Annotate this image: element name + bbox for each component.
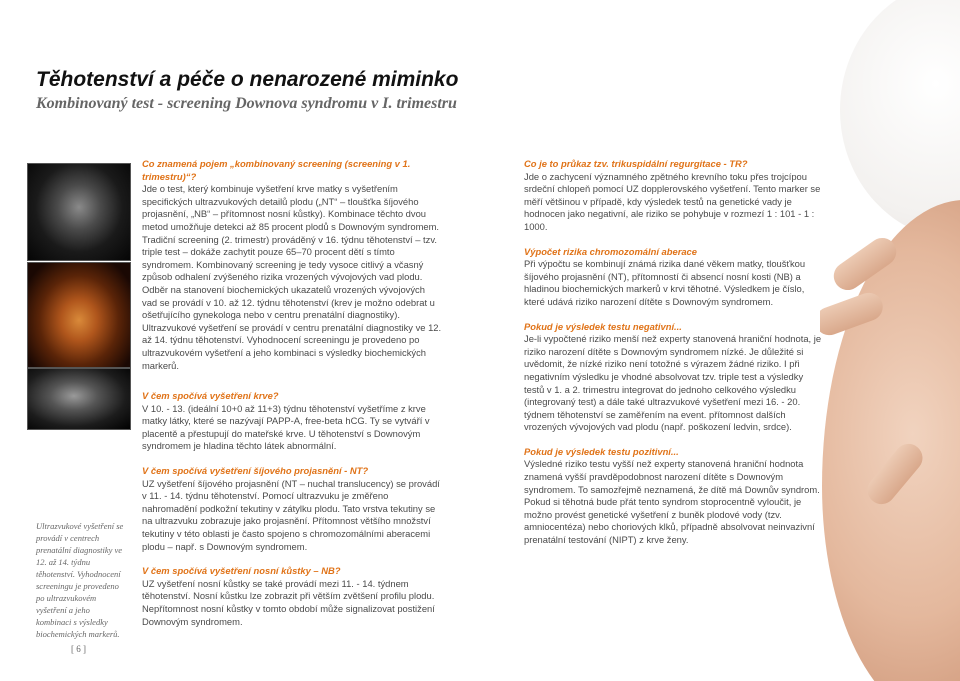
section-body: V 10. - 13. (ideální 10+0 až 11+3) týdnu těhotenství vyšetříme z krve matky látky, které se nazývají PAPP-A, free-beta hCG. Ty se vytváří v placentě a přestupují do mateřské krve. U těhotenství s Downovým syndromem je hladina těchto látek abnormální. <box>142 402 430 452</box>
section-body: Jde o test, který kombinuje vyšetření krve matky s vyšetřením specifických ultrazvukových detailů plodu („NT“ – tloušťka šíjového projasnění, „NB“ – přítomnost nosní kůstky). Kombinace těchto dvou metod umožňuje detekci až 85 procent plodů s Downovým syndromem. Tradiční screening (2. trimestr) prováděný v 16. týdnu těhotenství – tzv. triple test – dokáže zachytit pouze 65–70 procent dětí s tímto syndromem. Kombinovaný screening je tedy vysoce citlivý a včasný způsob odhalení zvýšeného rizika vrozených vývojových vad plodu. Odběr na stanovení biochemických ukazatelů vrozených vývojových vad se provádí v 10. až 12. týdnu těhotenství (krev je možno odebrat u ošetřujícího gynekologa nebo v centru prenatální diagnostiky). Ultrazvukové vyšetření se provádí v centru prenatální diagnostiky ve 12. až 14. týdnu těhotenství. Vyhodnocení screeningu je provedeno po ultrazvukovém vyšetření a jeho kombinaci s výsledky biochemických markerů. <box>142 183 442 371</box>
section-body: Je-li vypočtené riziko menší než experty stanovená hraniční hodnota, je riziko narození dítěte s Downovým syndromem nízké. Je důležité si uvědomit, že nízké riziko není totožné s výrazem žádné riziko. I při negativním výsledku je vhodné absolvovat tzv. triple test a výsledky testů v 1. a 2. trimestru integrovat do jednoho celkového výsledku (integrovaný test) a dále také ultrazvukové vyšetření mezi 16. - 20. týdnem těhotenství se zaměřením na event. přítomnost dalších vrozených vývojových vad plodu (např. poškození ledvin, srdce). <box>524 333 822 433</box>
section-heading: V čem spočívá vyšetření nosní kůstky – NB? <box>142 565 341 577</box>
section-positive-result <box>524 446 824 547</box>
pregnant-belly-photo <box>820 0 960 681</box>
section-heading: Co znamená pojem „kombinovaný screening (screening v 1. trimestru)“? <box>142 158 411 182</box>
section-risk-calculation <box>524 246 824 309</box>
section-body: Výsledné riziko testu vyšší než experty stanovená hraniční hodnota znamená vyšší pravděpodobnost narození dítěte s Downovým syndromem. To samozřejmě neznamená, že dítě má Downův syndrom. Pokud si těhotná bude přát tento syndrom stoprocentně vyloučit, je možno provést genetické vyšetření z buněk plodové vody (tzv. amniocentéza) nebo choriových klků, případně absolvovat neinvazivní prenatální testování (NIPT) z krve ženy. <box>524 458 820 546</box>
section-heading: Výpočet rizika chromozomální aberace <box>524 245 697 257</box>
section-nb <box>142 565 442 628</box>
title-block <box>36 68 596 114</box>
section-body: UZ vyšetření šíjového projasnění (NT – nuchal translucency) se provádí v 11. - 14. týdnu těhotenství. Pomocí ultrazvuku je změřeno nahromadění podkožní tekutiny v zátylku plodu. Tato vrstva tekutiny se na ultrazvuku zobrazuje jako projasnění. Přítomnost většího množství tekutiny v této oblasti je často spojeno s chromozomálními aberacemi plodu – např. s Downovým syndromem. <box>142 477 440 552</box>
section-heading: Pokud je výsledek testu pozitivní... <box>524 445 679 457</box>
section-tr <box>524 158 824 234</box>
section-body: Jde o zachycení významného zpětného krevního toku přes trojcípou srdeční chlopeň pomocí UZ dopplerovského vyšetření. Tento marker se měří většinou v případě, kdy výsledek testů na genetické vady je hodnocen jako negativní, ale riziko se pohybuje v rozmezí 1 : 101 - 1 : 1000. <box>524 170 821 232</box>
text-column-left <box>142 158 442 640</box>
page-number: [ 6 ] <box>71 644 86 654</box>
section-blood-test <box>142 390 442 453</box>
ultrasound-image-1 <box>27 163 131 261</box>
section-heading: Pokud je výsledek testu negativní... <box>524 320 682 332</box>
section-negative-result <box>524 321 824 434</box>
ultrasound-image-2 <box>27 368 131 430</box>
photo-caption: Ultrazvukové vyšetření se provádí v centrech prenatální diagnostiky ve 12. až 14. týdnu těhotenství. Vyhodnocení screeningu je provedeno po ultrazvukovém vyšetření a jeho kombinaci s výsledky biochemických markerů. <box>36 521 124 639</box>
ultrasound-image-3d <box>27 262 131 368</box>
page-title: Těhotenství a péče o nenarozené miminko <box>36 68 459 91</box>
section-nt <box>142 465 442 553</box>
text-column-right <box>524 158 824 559</box>
section-heading: Co je to průkaz tzv. trikuspidální regurgitace - TR? <box>524 158 748 169</box>
section-body: Při výpočtu se kombinují známá rizika dané věkem matky, tloušťkou šíjového projasnění (NT), přítomností či absencí nosní kosti (NB) a hladinou biochemických markerů v krvi těhotné. Výsledkem je číslo, které udává riziko narození dítěte s Downovým syndromem. <box>524 258 806 307</box>
section-body: UZ vyšetření nosní kůstky se také provádí mezi 11. - 14. týdnem těhotenství. Nosní kůstku lze zobrazit při větším zvětšení profilu plodu. Nepřítomnost nosní kůstky v tomto období může signalizovat postižení Downovým syndromem. <box>142 577 435 627</box>
section-heading: V čem spočívá vyšetření krve? <box>142 390 279 402</box>
section-heading: V čem spočívá vyšetření šíjového projasnění - NT? <box>142 465 369 477</box>
page-subtitle: Kombinovaný test - screening Downova syndromu v I. trimestru <box>36 95 457 112</box>
section-combined-screening <box>142 158 442 372</box>
